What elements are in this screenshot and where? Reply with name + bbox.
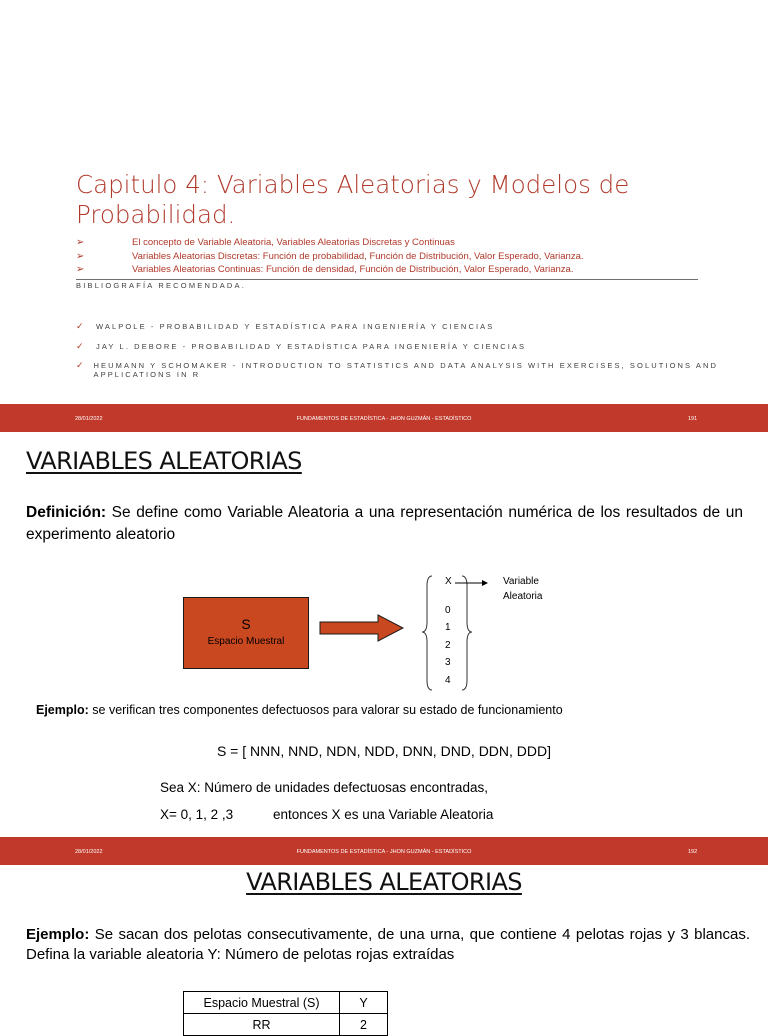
table-header-row <box>184 992 388 1014</box>
footer-course: FUNDAMENTOS DE ESTADÍSTICA - JHON GUZMÁN - ESTADÍSTICO <box>296 849 472 855</box>
sample-space-table <box>183 991 388 1036</box>
reference-text: WALPOLE - PROBABILIDAD Y ESTADÍSTICA PARA INGENIERÍA Y CIENCIAS <box>96 322 495 331</box>
topic-text: Variables Aleatorias Continuas: Función de densidad, Función de Distribución, Valor Esperado, Varianza. <box>132 264 574 276</box>
example-label: Ejemplo: <box>26 926 90 943</box>
slide2-footer <box>0 837 768 865</box>
set-value: 0 <box>445 605 451 616</box>
reference-item <box>76 342 736 351</box>
arrow-bullet-icon: ➢ <box>76 237 85 249</box>
checkmark-icon: ✓ <box>76 341 84 351</box>
reference-item <box>76 361 736 379</box>
sample-space-label: Espacio Muestral <box>207 636 285 647</box>
aleatoria-label: Aleatoria <box>503 591 543 602</box>
table-row <box>184 1014 388 1036</box>
example-text: Se sacan dos pelotas consecutivamente, de una urna, que contiene 4 pelotas rojas y 3 blancas. Defina la variable aleatoria Y: Número de pelotas rojas extraídas <box>26 926 750 963</box>
definition-label: Definición: <box>26 504 107 521</box>
reference-item <box>76 322 736 331</box>
topic-item <box>76 236 698 250</box>
set-value: 1 <box>445 622 451 633</box>
slide3-title: VARIABLES ALEATORIAS <box>246 868 522 896</box>
footer-date: 28/01/2022 <box>75 416 103 422</box>
topic-item <box>76 250 698 264</box>
arrow-bullet-icon: ➢ <box>76 250 85 262</box>
arrow-bullet-icon: ➢ <box>76 264 85 276</box>
footer-date: 28/01/2022 <box>75 849 103 855</box>
slide2-title: VARIABLES ALEATORIAS <box>26 447 302 475</box>
footer-page-number: 191 <box>688 416 698 422</box>
sample-space-letter: S <box>241 616 251 632</box>
set-value: 3 <box>445 657 451 668</box>
slide1-title: Capitulo 4: Variables Aleatorias y Modelos de Probabilidad. <box>76 170 630 229</box>
mapping-arrow-icon <box>315 610 410 646</box>
sample-space-set: S = [ NNN, NND, NDN, NDD, DNN, DND, DDN, DDD] <box>216 743 552 759</box>
footer-page-number: 192 <box>688 849 698 855</box>
example-text: se verifican tres componentes defectuosos para valorar su estado de funcionamiento <box>88 703 563 717</box>
variable-label: Variable <box>503 576 539 587</box>
random-variable-definition: Sea X: Número de unidades defectuosas encontradas, <box>160 780 488 795</box>
checkmark-icon: ✓ <box>76 360 84 370</box>
reference-text: JAY L. DEBORE - PROBABILIDAD Y ESTADÍSTICA PARA INGENIERÍA Y CIENCIAS <box>96 342 527 351</box>
example-paragraph <box>36 703 563 717</box>
topic-item <box>76 263 698 277</box>
topic-text: Variables Aleatorias Discretas: Función de probabilidad, Función de Distribución, Valor Esperado, Varianza. <box>132 250 584 262</box>
topic-list <box>76 236 698 280</box>
random-variable-values: X= 0, 1, 2 ,3 <box>160 807 234 822</box>
checkmark-icon: ✓ <box>76 321 84 331</box>
set-head-label: X <box>445 576 452 587</box>
example-paragraph <box>26 925 750 965</box>
set-brace-icon <box>420 572 500 694</box>
set-value: 4 <box>445 675 451 686</box>
definition-text: Se define como Variable Aleatoria a una representación numérica de los resultados de un experimento aleatorio <box>26 504 743 543</box>
definition-paragraph <box>26 502 743 546</box>
table-cell: 2 <box>340 1014 388 1036</box>
table-header-cell: Y <box>340 992 388 1014</box>
table-header-cell: Espacio Muestral (S) <box>184 992 340 1014</box>
random-variable-conclusion: entonces X es una Variable Aleatoria <box>273 807 494 822</box>
table-cell: RR <box>184 1014 340 1036</box>
sample-space-box <box>183 597 309 669</box>
set-value: 2 <box>445 640 451 651</box>
topic-text: El concepto de Variable Aleatoria, Variables Aleatorias Discretas y Continuas <box>132 237 455 249</box>
slide1-footer <box>0 404 768 432</box>
reference-text: HEUMANN Y SCHOMAKER - INTRODUCTION TO STATISTICS AND DATA ANALYSIS WITH EXERCISES, SOLUTIONS AND APPLICATIONS IN R <box>93 361 719 379</box>
footer-course: FUNDAMENTOS DE ESTADÍSTICA - JHON GUZMÁN - ESTADÍSTICO <box>296 416 472 422</box>
bibliography-heading: BIBLIOGRAFÍA RECOMENDADA. <box>76 281 247 290</box>
example-label: Ejemplo: <box>36 703 89 717</box>
